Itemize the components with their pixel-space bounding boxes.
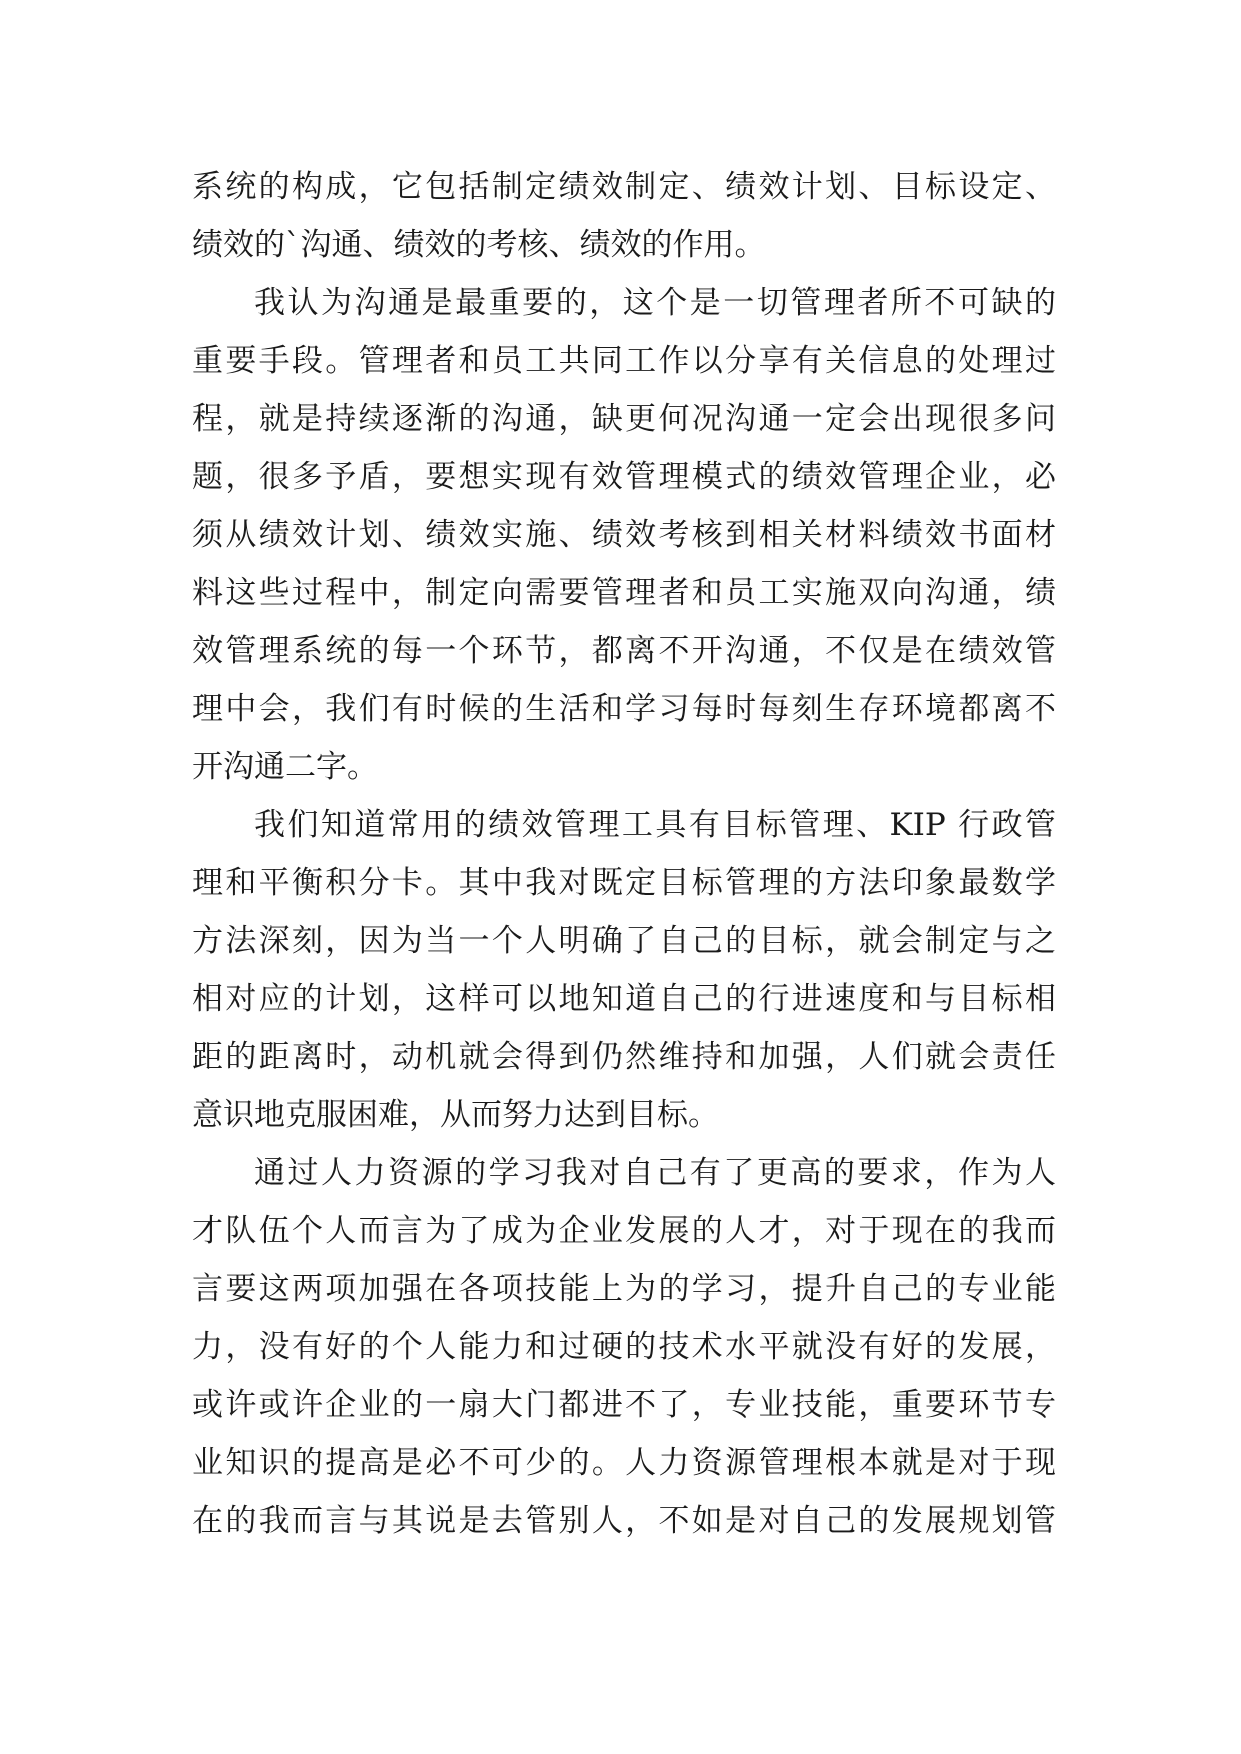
text-line: 开沟通二字。 [192,749,378,785]
text-line: 重要手段。管理者和员工共同工作以分享有关信息的处理过 [192,343,1056,379]
text-line: 言要这两项加强在各项技能上为的学习，提升自己的专业能 [192,1271,1056,1307]
paragraph-2 [192,274,1056,796]
text-line: 业知识的提高是必不可少的。人力资源管理根本就是对于现 [192,1445,1056,1481]
text-line: 方法深刻，因为当一个人明确了自己的目标，就会制定与之 [192,923,1056,959]
paragraph-1 [192,158,1056,274]
document-body [192,158,1056,1550]
text-line: 须从绩效计划、绩效实施、绩效考核到相关材料绩效书面材 [192,517,1056,553]
text-line: 相对应的计划，这样可以地知道自己的行进速度和与目标相 [192,981,1056,1017]
text-line: 程，就是持续逐渐的沟通，缺更何况沟通一定会出现很多问 [192,401,1056,437]
text-line: 我们知道常用的绩效管理工具有目标管理、KIP 行政管 [254,807,1056,843]
text-line: 在的我而言与其说是去管别人，不如是对自己的发展规划管 [192,1503,1056,1539]
text-line: 理中会，我们有时候的生活和学习每时每刻生存环境都离不 [192,691,1056,727]
paragraph-4 [192,1144,1056,1550]
text-line: 系统的构成，它包括制定绩效制定、绩效计划、目标设定、 [192,169,1056,205]
text-line: 通过人力资源的学习我对自己有了更高的要求，作为人 [254,1155,1056,1191]
text-line: 效管理系统的每一个环节，都离不开沟通，不仅是在绩效管 [192,633,1056,669]
text-line: 距的距离时，动机就会得到仍然维持和加强，人们就会责任 [192,1039,1056,1075]
text-line: 题，很多予盾，要想实现有效管理模式的绩效管理企业，必 [192,459,1056,495]
text-line: 理和平衡积分卡。其中我对既定目标管理的方法印象最数学 [192,865,1056,901]
text-line: 力，没有好的个人能力和过硬的技术水平就没有好的发展， [192,1329,1056,1365]
text-line: 才队伍个人而言为了成为企业发展的人才，对于现在的我而 [192,1213,1056,1249]
text-line: 绩效的`沟通、绩效的考核、绩效的作用。 [192,227,766,263]
text-line: 料这些过程中，制定向需要管理者和员工实施双向沟通，绩 [192,575,1056,611]
text-line: 我认为沟通是最重要的，这个是一切管理者所不可缺的 [254,285,1056,321]
paragraph-3 [192,796,1056,1144]
text-line: 意识地克服困难，从而努力达到目标。 [192,1097,719,1133]
text-line: 或许或许企业的一扇大门都进不了，专业技能，重要环节专 [192,1387,1056,1423]
